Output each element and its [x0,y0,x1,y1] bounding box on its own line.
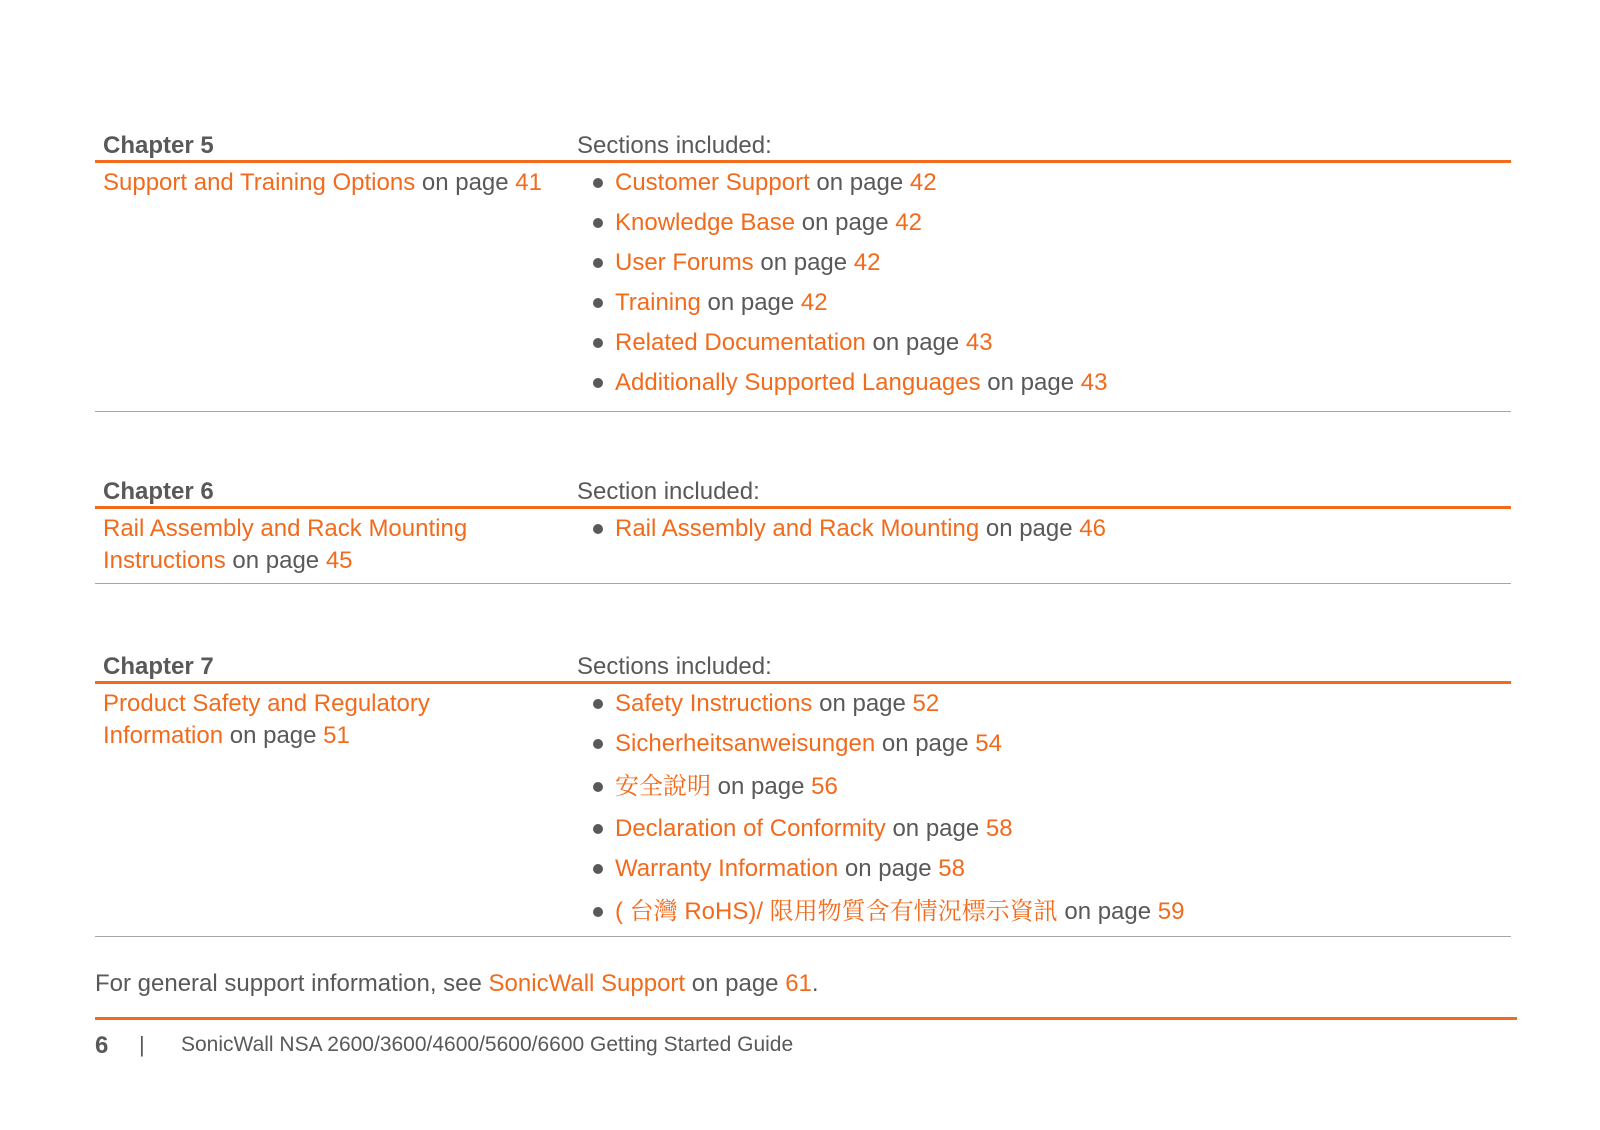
page-number-link[interactable]: 58 [985,815,1013,842]
section-link[interactable]: Related Documentation [615,329,866,356]
chapter-body [95,509,1511,584]
page-number-link[interactable]: 42 [853,249,881,276]
chapter-title-link[interactable]: Support and Training Options [103,169,416,196]
on-page-text: on page [1064,898,1158,925]
chapter-label: Chapter 6 [103,478,214,505]
chapter-title-link[interactable]: Information [103,722,224,749]
sections-included-label: Sections included: [577,653,772,680]
bullet-icon [593,864,603,874]
chapter-link-cell [103,688,563,752]
bullet-icon [593,338,603,348]
chapter-link-cell [103,167,563,199]
bullet-icon [593,824,603,834]
bullet-icon [593,178,603,188]
page-number-link[interactable]: 41 [515,169,542,196]
chapter-block [95,466,1511,584]
footer-separator: | [139,1032,145,1057]
page-number-link[interactable]: 43 [965,329,993,356]
bullet-icon [593,699,603,709]
section-item [615,853,1184,885]
sonicwall-support-link[interactable]: SonicWall Support [488,970,686,997]
page-number-link[interactable]: 46 [1079,515,1106,542]
bullet-icon [593,258,603,268]
section-item [615,813,1184,845]
on-page-text: on page [795,209,896,236]
on-page-text: on page [415,169,516,196]
chapter-link-cell [103,513,563,577]
section-item [615,367,1107,399]
on-page-text: on page [838,855,939,882]
bullet-icon [593,524,603,534]
section-item [615,207,1107,239]
section-link[interactable]: Rail Assembly and Rack Mounting [615,515,980,542]
bullet-icon [593,298,603,308]
on-page-text: on page [223,722,324,749]
page-number-link[interactable]: 59 [1157,898,1185,925]
page-number-link[interactable]: 51 [323,722,350,749]
page-number: 6 [95,1032,109,1059]
chapter-label: Chapter 7 [103,653,214,680]
sections-included-label: Sections included: [577,132,772,159]
page-number-link[interactable]: 42 [909,169,937,196]
section-item [615,771,1184,803]
section-link[interactable]: 安全說明 [615,773,711,800]
on-page-text: on page [875,730,976,757]
section-item [615,513,1106,545]
page-number-link[interactable]: 52 [912,690,940,717]
on-page-text: on page [979,515,1080,542]
page-number-link[interactable]: 43 [1080,369,1108,396]
chapter-block [95,641,1511,937]
page-number-link[interactable]: 42 [800,289,828,316]
sections-list [615,167,1107,399]
section-link[interactable]: Warranty Information [615,855,839,882]
sections-included-label: Section included: [577,478,760,505]
support-note-prefix: For general support information, see [95,970,489,997]
page-number-link[interactable]: 61 [785,970,812,997]
bullet-icon [593,378,603,388]
chapter-body [95,163,1511,412]
on-page-text: on page [980,369,1081,396]
support-note-suffix: . [811,970,819,997]
chapter-header [95,641,1511,684]
page-number-link[interactable]: 45 [325,547,353,574]
chapter-title-link[interactable]: Instructions [103,547,226,574]
bullet-icon [593,907,603,917]
section-link[interactable]: ( 台灣 RoHS)/ 限用物質含有情況標示資訊 [615,898,1065,925]
on-page-text: on page [809,169,910,196]
page-number-link[interactable]: 54 [975,730,1002,757]
bullet-icon [593,739,603,749]
sections-list [615,688,1184,928]
section-item [615,327,1107,359]
sections-list [615,513,1106,545]
section-link[interactable]: Knowledge Base [615,209,796,236]
page-number-link[interactable]: 56 [811,773,838,800]
section-link[interactable]: User Forums [615,249,754,276]
chapter-body [95,684,1511,937]
section-item [615,247,1107,279]
section-link[interactable]: Safety Instructions [615,690,813,717]
section-link[interactable]: Declaration of Conformity [615,815,886,842]
chapter-label: Chapter 5 [103,132,214,159]
section-item [615,287,1107,319]
section-link[interactable]: Additionally Supported Languages [615,369,981,396]
on-page-text: on page [225,547,326,574]
section-link[interactable]: Customer Support [615,169,810,196]
page-number-link[interactable]: 42 [895,209,922,236]
page-footer [95,1017,1517,1070]
section-item [615,167,1107,199]
chapter-header [95,120,1511,163]
on-page-text: on page [753,249,854,276]
section-item [615,688,1184,720]
section-item [615,728,1184,760]
bullet-icon [593,218,603,228]
chapter-block [95,120,1511,412]
on-page-text: on page [812,690,913,717]
on-page-text: on page [865,329,966,356]
bullet-icon [593,782,603,792]
on-page-text: on page [685,970,786,997]
on-page-text: on page [885,815,986,842]
page-number-link[interactable]: 58 [938,855,965,882]
on-page-text: on page [711,773,812,800]
chapter-title-link[interactable]: Rail Assembly and Rack Mounting [103,515,468,542]
section-link[interactable]: Training [615,289,701,316]
on-page-text: on page [700,289,801,316]
chapter-header [95,466,1511,509]
section-link[interactable]: Sicherheitsanweisungen [615,730,876,757]
chapter-title-link[interactable]: Product Safety and Regulatory [103,690,430,717]
document-title: SonicWall NSA 2600/3600/4600/5600/6600 Getting Started Guide [181,1033,794,1056]
support-note [95,970,819,998]
section-item [615,896,1184,928]
